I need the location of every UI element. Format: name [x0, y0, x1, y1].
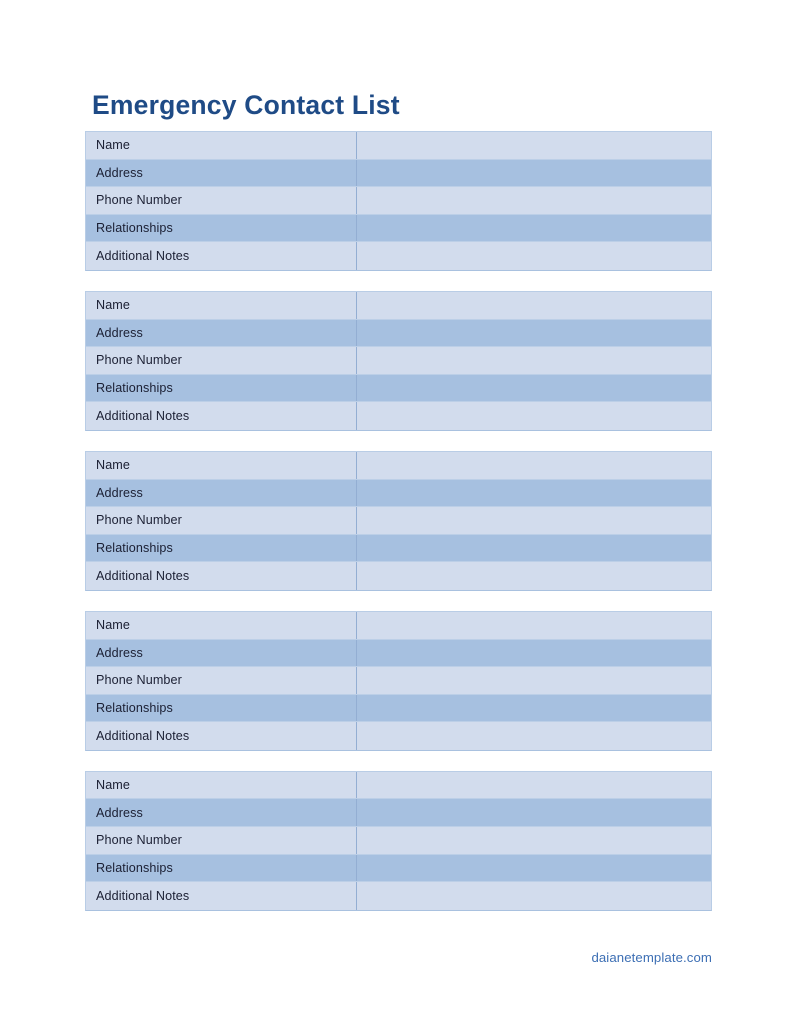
field-value-input[interactable]: [357, 612, 711, 639]
field-value-input[interactable]: [357, 855, 711, 882]
field-value-input[interactable]: [357, 695, 711, 722]
field-label: Relationships: [86, 855, 357, 882]
contact-field-row: [86, 772, 711, 800]
field-value-input[interactable]: [357, 320, 711, 347]
contact-field-row: [86, 695, 711, 723]
field-value-input[interactable]: [357, 799, 711, 826]
field-label: Relationships: [86, 535, 357, 562]
field-label: Additional Notes: [86, 402, 357, 430]
contact-blocks-container: [85, 131, 712, 911]
contact-field-row: [86, 882, 711, 910]
contact-field-row: [86, 827, 711, 855]
field-value-input[interactable]: [357, 215, 711, 242]
field-label: Additional Notes: [86, 722, 357, 750]
field-value-input[interactable]: [357, 480, 711, 507]
contact-field-row: [86, 507, 711, 535]
field-label: Additional Notes: [86, 562, 357, 590]
field-label: Name: [86, 132, 357, 159]
contact-field-row: [86, 160, 711, 188]
field-value-input[interactable]: [357, 827, 711, 854]
contact-field-row: [86, 187, 711, 215]
field-label: Phone Number: [86, 667, 357, 694]
field-value-input[interactable]: [357, 160, 711, 187]
field-label: Phone Number: [86, 507, 357, 534]
field-label: Additional Notes: [86, 242, 357, 270]
field-value-input[interactable]: [357, 242, 711, 270]
contact-field-row: [86, 799, 711, 827]
field-value-input[interactable]: [357, 132, 711, 159]
contact-field-row: [86, 320, 711, 348]
contact-field-row: [86, 480, 711, 508]
field-label: Additional Notes: [86, 882, 357, 910]
contact-field-row: [86, 242, 711, 270]
field-label: Address: [86, 799, 357, 826]
contact-field-row: [86, 667, 711, 695]
contact-field-row: [86, 612, 711, 640]
contact-field-row: [86, 132, 711, 160]
contact-field-row: [86, 640, 711, 668]
contact-field-row: [86, 215, 711, 243]
field-value-input[interactable]: [357, 640, 711, 667]
contact-field-row: [86, 452, 711, 480]
field-label: Relationships: [86, 375, 357, 402]
field-value-input[interactable]: [357, 402, 711, 430]
contact-field-row: [86, 402, 711, 430]
field-value-input[interactable]: [357, 187, 711, 214]
field-value-input[interactable]: [357, 452, 711, 479]
contact-block: [85, 451, 712, 591]
field-label: Name: [86, 772, 357, 799]
field-value-input[interactable]: [357, 722, 711, 750]
field-value-input[interactable]: [357, 562, 711, 590]
field-value-input[interactable]: [357, 375, 711, 402]
contact-field-row: [86, 562, 711, 590]
contact-field-row: [86, 855, 711, 883]
field-label: Address: [86, 320, 357, 347]
page-title: Emergency Contact List: [92, 89, 400, 120]
contact-field-row: [86, 292, 711, 320]
field-value-input[interactable]: [357, 882, 711, 910]
contact-field-row: [86, 375, 711, 403]
contact-block: [85, 131, 712, 271]
field-value-input[interactable]: [357, 535, 711, 562]
field-label: Relationships: [86, 695, 357, 722]
field-label: Phone Number: [86, 347, 357, 374]
field-value-input[interactable]: [357, 507, 711, 534]
field-label: Name: [86, 612, 357, 639]
footer-website-link[interactable]: daianetemplate.com: [591, 950, 712, 965]
contact-field-row: [86, 535, 711, 563]
contact-block: [85, 291, 712, 431]
field-label: Address: [86, 160, 357, 187]
field-label: Phone Number: [86, 827, 357, 854]
field-value-input[interactable]: [357, 667, 711, 694]
field-label: Name: [86, 292, 357, 319]
field-value-input[interactable]: [357, 292, 711, 319]
contact-field-row: [86, 347, 711, 375]
field-label: Relationships: [86, 215, 357, 242]
contact-field-row: [86, 722, 711, 750]
field-label: Name: [86, 452, 357, 479]
field-label: Phone Number: [86, 187, 357, 214]
field-label: Address: [86, 640, 357, 667]
field-value-input[interactable]: [357, 772, 711, 799]
field-label: Address: [86, 480, 357, 507]
contact-block: [85, 611, 712, 751]
contact-block: [85, 771, 712, 911]
field-value-input[interactable]: [357, 347, 711, 374]
